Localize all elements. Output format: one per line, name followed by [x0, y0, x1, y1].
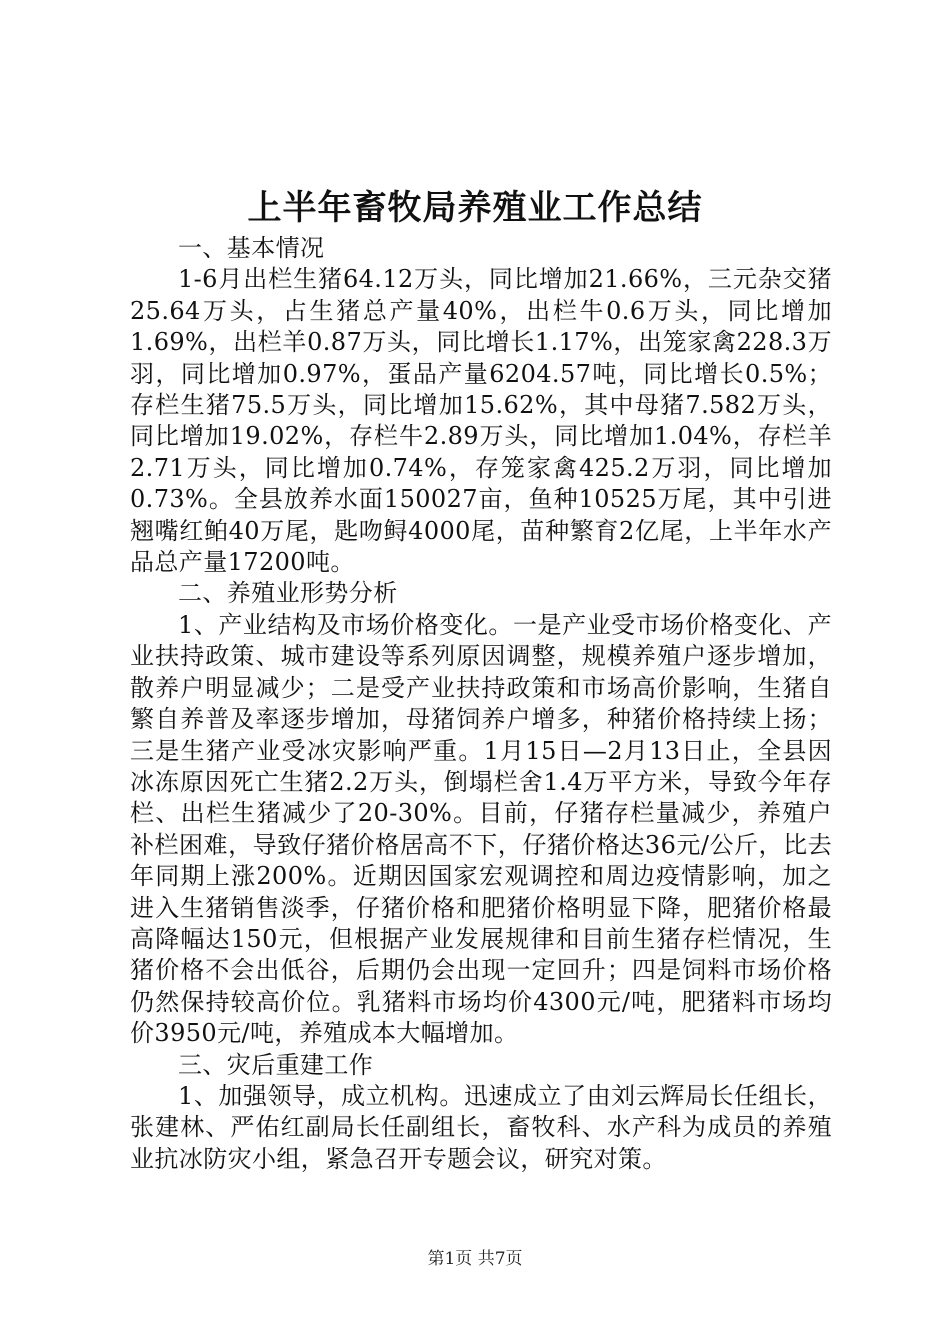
section-heading-analysis: 二、养殖业形势分析	[178, 579, 398, 608]
page-number-footer: 第1页 共7页	[427, 1249, 523, 1269]
section-paragraph: 1、产业结构及市场价格变化。一是产业受市场价格变化、产业扶持政策、城市建设等系列原因调整，规模养殖户逐步增加，散养户明显减少；二是受产业扶持政策和市场高价影响，生猪自繁自养普及率逐步增加，母猪饲养户增多，种猪价格持续上扬；三是生猪产业受冰灾影响严重。1月15日—2月13日止，全县因冰冻原因死亡生猪2.2万头，倒塌栏舍1.4万平方米，导致今年存栏、出栏生猪减少了20-30%。目前，仔猪存栏量减少，养殖户补栏困难，导致仔猪价格居高不下，仔猪价格达36元/公斤，比去年同期上涨200%。近期因国家宏观调控和周边疫情影响，加之进入生猪销售淡季，仔猪价格和肥猪价格明显下降，肥猪价格最高降幅达150元，但根据产业发展规律和目前生猪存栏情况，生猪价格不会出低谷，后期仍会出现一定回升；四是饲料市场价格仍然保持较高价位。乳猪料市场均价4300元/吨，肥猪料市场均价3950元/吨，养殖成本大幅增加。	[130, 610, 832, 1048]
document-title: 上半年畜牧局养殖业工作总结	[247, 188, 703, 228]
section-paragraph: 1、加强领导，成立机构。迅速成立了由刘云辉局长任组长，张建林、严佑红副局长任副组长，畜牧科、水产科为成员的养殖业抗冰防灾小组，紧急召开专题会议，研究对策。	[130, 1081, 832, 1173]
section-paragraph: 1-6月出栏生猪64.12万头，同比增加21.66%，三元杂交猪25.64万头，占生猪总产量40%，出栏牛0.6万头，同比增加1.69%，出栏羊0.87万头，同比增长1.17%，出笼家禽228.3万羽，同比增加0.97%，蛋品产量6204.57吨，同比增长0.5%；存栏生猪75.5万头，同比增加15.62%，其中母猪7.582万头，同比增加19.02%，存栏牛2.89万头，同比增加1.04%，存栏羊2.71万头，同比增加0.74%，存笼家禽425.2万羽，同比增加0.73%。全县放养水面150027亩，鱼种10525万尾，其中引进翘嘴红鲌40万尾，匙吻鲟4000尾，苗种繁育2亿尾，上半年水产品总产量17200吨。	[130, 265, 832, 577]
document-body	[130, 233, 832, 1175]
section-heading-reconstruction: 三、灾后重建工作	[178, 1050, 374, 1079]
section-heading-basic: 一、基本情况	[178, 234, 325, 262]
